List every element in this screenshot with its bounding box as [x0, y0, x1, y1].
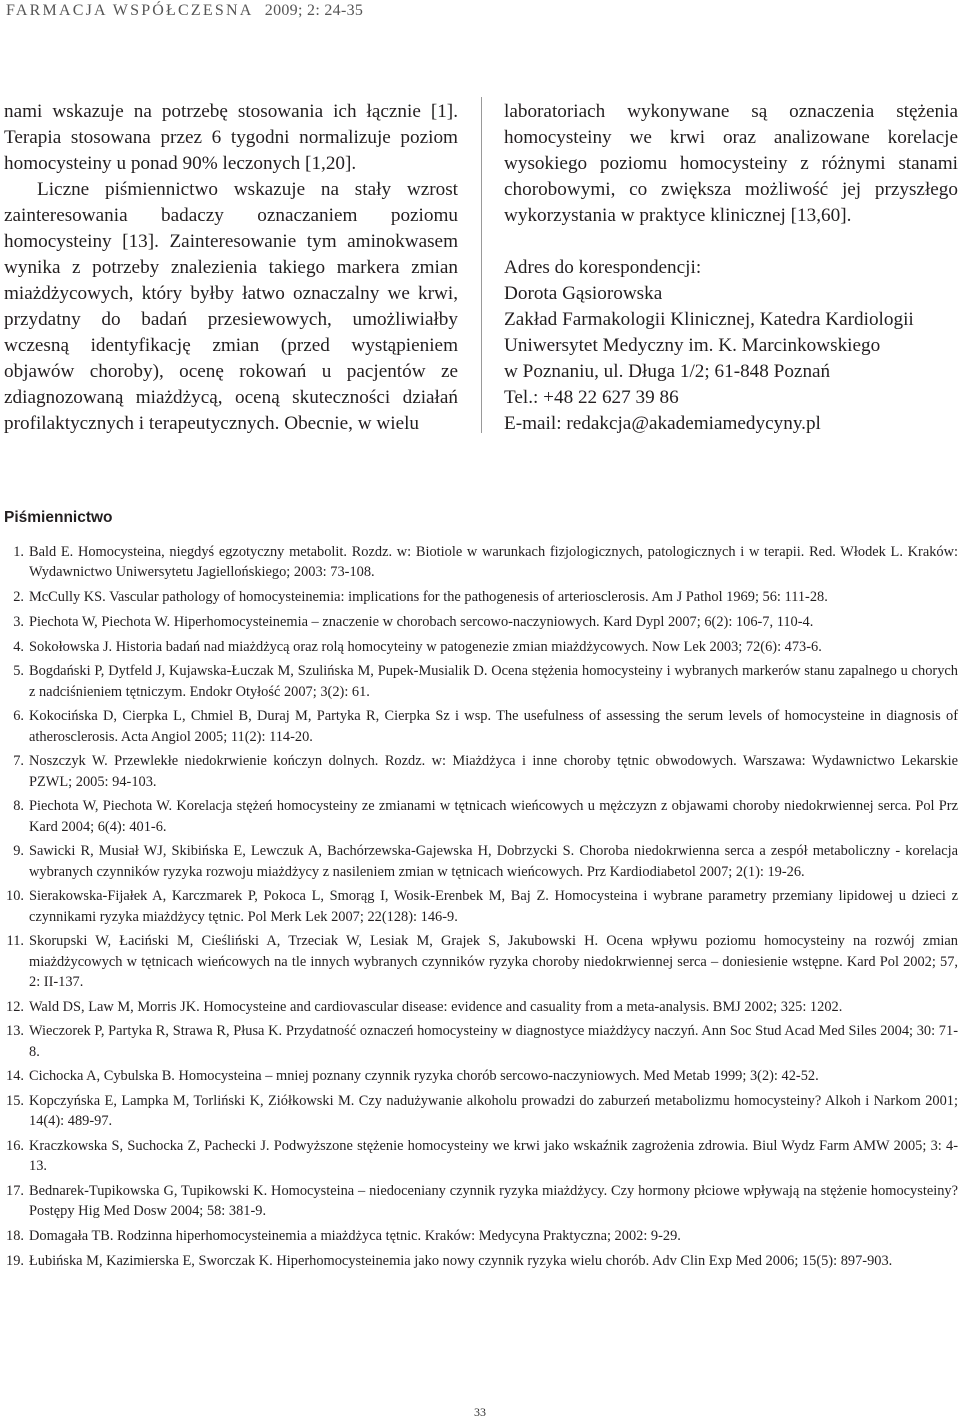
- reference-number: 5.: [13, 663, 24, 680]
- reference-text: Noszczyk W. Przewlekłe niedokrwienie kończyn dolnych. Rozdz. w: Miażdżyca i inne choroby tętnic obwodowych. Warszawa: Wydawnictwo Lekarskie PZWL; 2005: 94-103.: [29, 753, 958, 790]
- references-list: [4, 542, 958, 1276]
- correspondence-email: E-mail: redakcja@akademiamedycyny.pl: [504, 413, 821, 434]
- reference-item: [4, 1091, 958, 1131]
- correspondence-label: Adres do korespondencji:: [504, 257, 702, 278]
- reference-item: [4, 612, 958, 632]
- reference-text: Wald DS, Law M, Morris JK. Homocysteine and cardiovascular disease: evidence and casuality from a meta-analysis. BMJ 2002; 325: 1202.: [29, 998, 843, 1015]
- reference-item: [4, 542, 958, 582]
- reference-text: Sokołowska J. Historia badań nad miażdżycą oraz rolą homocyteiny w patogenezie zmian miażdżycowych. Now Lek 2003; 72(6): 473-6.: [29, 638, 822, 655]
- reference-number: 1.: [13, 544, 24, 560]
- reference-number: 19.: [6, 1252, 24, 1269]
- reference-item: [4, 1066, 958, 1086]
- reference-number: 3.: [13, 613, 24, 630]
- reference-number: 18.: [6, 1228, 24, 1245]
- reference-text: Wieczorek P, Partyka R, Strawa R, Płusa K. Przydatność oznaczeń homocysteiny w diagnostyce miażdżycy naczyń. Ann Soc Stud Acad Med Siles 2004; 30: 71-8.: [29, 1023, 958, 1060]
- reference-item: [4, 1136, 958, 1176]
- reference-number: 12.: [6, 998, 24, 1015]
- running-header: [6, 2, 363, 20]
- reference-item: [4, 637, 958, 657]
- reference-text: Kraczkowska S, Suchocka Z, Pachecki J. Podwyższone stężenie homocysteiny we krwi jako wskaźnik zagrożenia zdrowia. Biul Wydz Farm AMW 2005; 3: 4-13.: [29, 1138, 958, 1175]
- reference-item: [4, 796, 958, 836]
- reference-number: 9.: [13, 843, 24, 860]
- journal-name: FARMACJA WSPÓŁCZESNA: [6, 2, 253, 19]
- reference-text: McCully KS. Vascular pathology of homocysteinemia: implications for the pathogenesis of arteriosclerosis. Am J Pathol 1969; 56: 111-28.: [29, 589, 828, 605]
- reference-item: [4, 1181, 958, 1221]
- page-number: 33: [474, 1405, 486, 1419]
- correspondence-block: [504, 255, 958, 437]
- reference-item: [4, 931, 958, 992]
- reference-text: Bogdański P, Dytfeld J, Kujawska-Łuczak M, Szulińska M, Pupek-Musialik D. Ocena stężenia homocysteiny i wybranych markerów stanu zapalnego u chorych z nadciśnieniem tętniczym. Endokr Otyłość 2007; 3(2): 61.: [29, 663, 958, 700]
- reference-item: [4, 587, 958, 607]
- reference-number: 2.: [13, 589, 24, 605]
- correspondence-address: w Poznaniu, ul. Długa 1/2; 61-848 Poznań: [504, 361, 831, 382]
- reference-text: Cichocka A, Cybulska B. Homocysteina – mniej poznany czynnik ryzyka chorób sercowo-naczyniowych. Med Metab 1999; 3(2): 42-52.: [29, 1068, 819, 1085]
- correspondence-phone: Tel.: +48 22 627 39 86: [504, 387, 679, 408]
- reference-text: Sierakowska-Fijałek A, Karczmarek P, Pokoca L, Smorąg I, Wosik-Erenbek M, Baj Z. Homocysteina i wybrane parametry przemiany lipidowej u dzieci z czynnikami ryzyka miażdżycy tętnic. Pol Merk Lek 2007; 22(128): 146-9.: [29, 888, 958, 925]
- reference-number: 17.: [6, 1183, 24, 1200]
- reference-item: [4, 886, 958, 926]
- reference-text: Piechota W, Piechota W. Korelacja stężeń homocysteiny ze zmianami w tętnicach wieńcowych u mężczyzn z objawami choroby niedokrwiennej serca. Pol Prz Kard 2004; 6(4): 401-6.: [29, 798, 958, 835]
- reference-text: Kokocińska D, Cierpka L, Chmiel B, Duraj M, Partyka R, Cierpka Sz i wsp. The usefulness of assessing the serum levels of homocysteine in diagnosis of atherosclerosis. Acta Angiol 2005; 11(2): 114-20.: [29, 708, 958, 745]
- reference-text: Skorupski W, Łaciński M, Cieśliński A, Trzeciak W, Lesiak M, Grajek S, Jakubowski H. Ocena wpływu poziomu homocysteiny na rozwój zmian miażdżycowych w tętnicach wieńcowych na tle innych wybranych czynników ryzyka choroby niedokrwiennej serca – doniesienie wstępne. Kard Pol 2002; 57, 2: II-137.: [29, 933, 958, 990]
- reference-text: Kopczyńska E, Lampka M, Torliński K, Ziółkowski M. Czy nadużywanie alkoholu prowadzi do zaburzeń metabolizmu homocysteiny? Alkoh i Narkom 2001; 14(4): 489-97.: [29, 1093, 958, 1130]
- reference-number: 11.: [6, 933, 24, 950]
- reference-item: [4, 1021, 958, 1061]
- reference-number: 4.: [13, 638, 24, 655]
- body-paragraph: nami wskazuje na potrzebę stosowania ich łącznie [1]. Terapia stosowana przez 6 tygodni normalizuje poziom homocysteiny u ponad 90% leczonych [1,20].: [4, 101, 458, 174]
- reference-number: 14.: [6, 1068, 24, 1085]
- reference-item: [4, 997, 958, 1017]
- reference-item: [4, 751, 958, 791]
- journal-issue: 2009; 2: 24-35: [264, 2, 364, 19]
- references-heading: Piśmiennictwo: [4, 509, 113, 526]
- reference-number: 15.: [6, 1093, 24, 1110]
- body-paragraph: laboratoriach wykonywane są oznaczenia stężenia homocysteiny we krwi oraz analizowane korelacje wysokiego poziomu homocysteiny z różnymi stanami chorobowymi, co zwiększa możliwość jej przyszłego wykorzystania w praktyce klinicznej [13,60].: [504, 101, 958, 226]
- correspondence-department: Zakład Farmakologii Klinicznej, Katedra Kardiologii: [504, 309, 914, 330]
- reference-item: [4, 661, 958, 701]
- reference-text: Piechota W, Piechota W. Hiperhomocysteinemia – znaczenie w chorobach sercowo-naczyniowych. Kard Dypl 2007; 6(2): 106-7, 110-4.: [29, 613, 814, 630]
- reference-item: [4, 1226, 958, 1246]
- reference-number: 13.: [6, 1023, 24, 1040]
- reference-item: [4, 1251, 958, 1271]
- reference-number: 8.: [13, 798, 24, 815]
- reference-text: Łubińska M, Kazimierska E, Sworczak K. Hiperhomocysteinemia jako nowy czynnik ryzyka wielu chorób. Adv Clin Exp Med 2006; 15(5): 897-903.: [29, 1252, 893, 1269]
- correspondence-university: Uniwersytet Medyczny im. K. Marcinkowskiego: [504, 335, 881, 356]
- body-paragraph: Liczne piśmiennictwo wskazuje na stały wzrost zainteresowania badaczy oznaczaniem poziomu homocysteiny [13]. Zainteresowanie tym aminokwasem wynika z potrzeby znalezienia takiego markera zmian miażdżycowych, który byłby łatwo oznaczalny we krwi, przydatny do badań przesiewowych, umożliwiałby wczesną identyfikację zmian (przed wystąpieniem objawów choroby), ocenę rokowań u pacjentów ze zdiagnozowaną miażdżycą, oceną skuteczności działań profilaktycznych i terapeutycznych. Obecnie, w wielu: [4, 179, 458, 434]
- reference-text: Bald E. Homocysteina, niegdyś egzotyczny metabolit. Rozdz. w: Biotiole w warunkach fizjologicznych, patologicznych i w terapii. Red. Włodek L. Kraków: Wydawnictwo Uniwersytetu Jagiellońskiego; 2003: 73-108.: [29, 544, 958, 581]
- correspondence-author: Dorota Gąsiorowska: [504, 283, 663, 304]
- reference-text: Sawicki R, Musiał WJ, Skibińska E, Lewczuk A, Bachórzewska-Gajewska H, Dobrzycki S. Choroba niedokrwienna serca a zespół metaboliczny - korelacja wybranych czynników ryzyka rozwoju miażdżycy z nasileniem zmian w tętnicach wieńcowych. Prz Kardiodiabetol 2007; 2(1): 19-26.: [29, 843, 958, 880]
- body-column-right: [504, 99, 958, 437]
- reference-number: 7.: [13, 753, 24, 770]
- reference-item: [4, 841, 958, 881]
- reference-number: 6.: [13, 708, 24, 725]
- reference-item: [4, 706, 958, 746]
- reference-text: Domagała TB. Rodzinna hiperhomocysteinemia a miażdżyca tętnic. Kraków: Medycyna Praktyczna; 2002: 9-29.: [29, 1228, 681, 1245]
- reference-number: 10.: [6, 888, 24, 905]
- column-divider: [481, 97, 482, 433]
- reference-text: Bednarek-Tupikowska G, Tupikowski K. Homocysteina – niedoceniany czynnik ryzyka miażdżycy. Czy hormony płciowe wpływają na stężenie homocysteiny? Postępy Hig Med Dosw 2004; 58: 381-9.: [29, 1183, 958, 1220]
- body-column-left: [4, 99, 458, 437]
- reference-number: 16.: [6, 1138, 24, 1155]
